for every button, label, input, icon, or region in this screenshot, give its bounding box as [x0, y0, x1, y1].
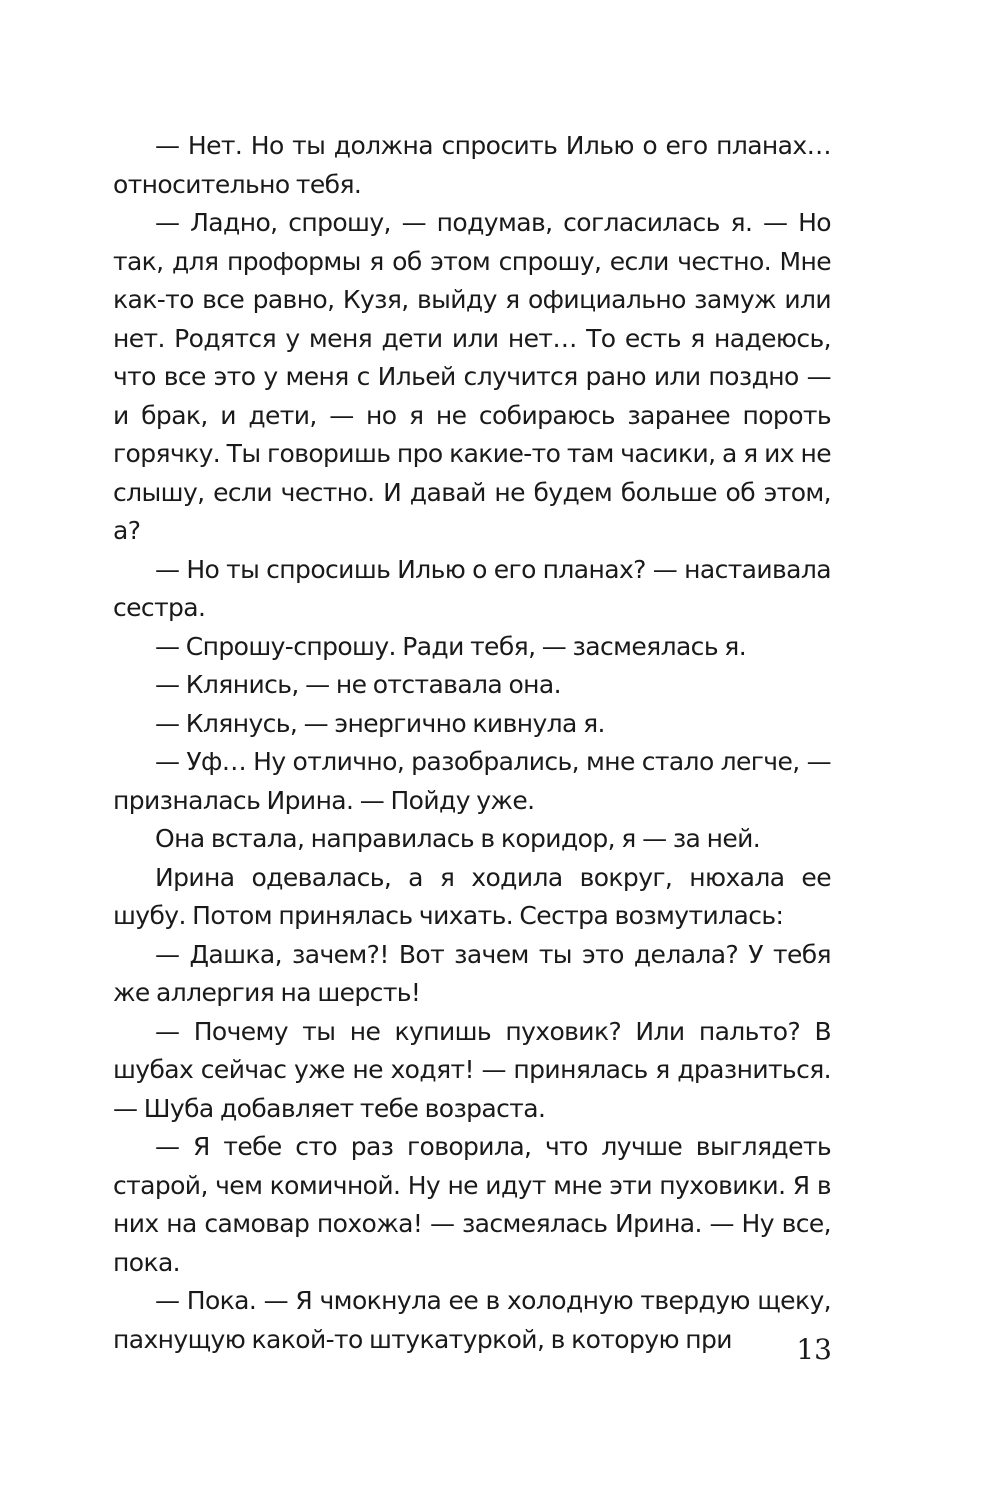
paragraph: — Я тебе сто раз говорила, что лучше выглядеть старой, чем комичной. Ну не идут мне эти пуховики. Я в них на самовар похожа! — засмеялась Ирина. — Ну все, пока.: [113, 1132, 831, 1277]
paragraph: Ирина одевалась, а я ходила вокруг, нюхала ее шубу. Потом принялась чихать. Сестра возмутилась:: [113, 862, 831, 930]
paragraph: — Нет. Но ты должна спросить Илью о его планах… относительно тебя.: [113, 131, 831, 199]
paragraph: Она встала, направилась в коридор, я — за ней.: [155, 824, 761, 853]
paragraph: — Клянись, — не отставала она.: [155, 670, 561, 699]
paragraph: — Пока. — Я чмокнула ее в холодную твердую щеку, пахнущую какой-то штукатуркой, в которую при: [113, 1286, 831, 1354]
paragraph: — Но ты спросишь Илью о его планах? — настаивала сестра.: [113, 554, 831, 622]
paragraph: — Уф… Ну отлично, разобрались, мне стало легче, — призналась Ирина. — Пойду уже.: [113, 747, 831, 815]
page-number: 13: [796, 1333, 832, 1366]
paragraph: — Ладно, спрошу, — подумав, согласилась я. — Но так, для проформы я об этом спрошу, если честно. Мне как-то все равно, Кузя, выйду я официально замуж или нет. Родятся у меня дети или нет… То есть я надеюсь, что все это у меня с Ильей случится рано или поздно — и брак, и дети, — но я не собираюсь заранее пороть горячку. Ты говоришь про какие-то там часики, а я их не слышу, если честно. И давай не будем больше об этом, а?: [113, 208, 831, 545]
paragraph: — Спрошу-спрошу. Ради тебя, — засмеялась я.: [155, 631, 747, 661]
paragraph: — Почему ты не купишь пуховик? Или пальто? В шубах сейчас уже не ходят! — принялась я дразниться. — Шуба добавляет тебе возраста.: [113, 1016, 831, 1123]
paragraph: — Клянусь, — энергично кивнула я.: [155, 708, 605, 738]
body-text: [113, 127, 831, 1359]
paragraph: — Дашка, зачем?! Вот зачем ты это делала? У тебя же аллергия на шерсть!: [113, 939, 831, 1007]
